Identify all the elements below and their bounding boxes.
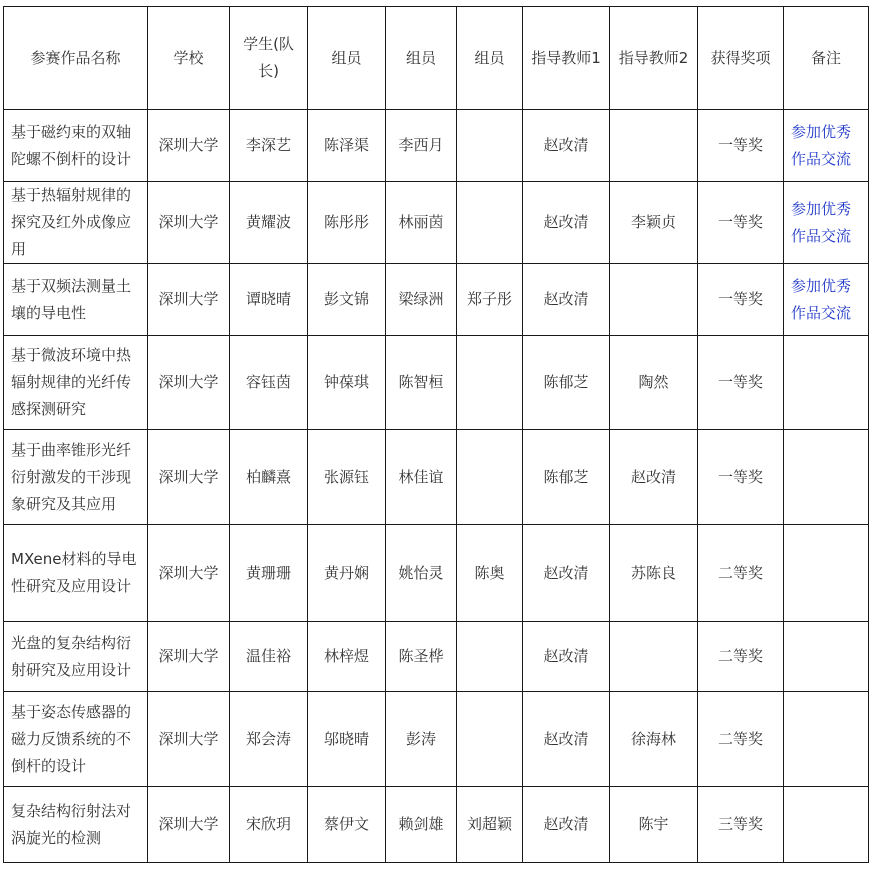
table-row [4,430,869,525]
table-row [4,525,869,622]
award-cell: 一等奖 [698,182,784,264]
member-cell [457,622,523,692]
member-cell: 邬晓晴 [308,692,386,787]
remark-cell: 参加优秀作品交流 [784,110,869,182]
remark-cell: 参加优秀作品交流 [784,182,869,264]
school-cell: 深圳大学 [148,787,230,863]
work-name-cell: 复杂结构衍射法对涡旋光的检测 [4,787,148,863]
remark-cell [784,336,869,430]
advisor-cell: 赵改清 [523,110,610,182]
member-cell: 陈彤彤 [308,182,386,264]
header-school: 学校 [148,7,230,110]
header-row [4,7,869,110]
award-cell: 二等奖 [698,525,784,622]
school-cell: 深圳大学 [148,110,230,182]
table-row [4,787,869,863]
leader-cell: 谭晓晴 [230,264,308,336]
advisor-cell: 陈郁芝 [523,336,610,430]
member-cell [457,692,523,787]
work-name-cell: 基于曲率锥形光纤衍射激发的干涉现象研究及其应用 [4,430,148,525]
advisor-cell: 赵改清 [523,622,610,692]
work-name-cell: 基于双频法测量土壤的导电性 [4,264,148,336]
award-cell: 二等奖 [698,692,784,787]
member-cell: 梁绿洲 [386,264,457,336]
table-row [4,622,869,692]
school-cell: 深圳大学 [148,182,230,264]
school-cell: 深圳大学 [148,430,230,525]
member-cell: 林佳谊 [386,430,457,525]
award-cell: 一等奖 [698,336,784,430]
leader-cell: 李深艺 [230,110,308,182]
table-row [4,336,869,430]
header-work-name: 参赛作品名称 [4,7,148,110]
advisor-cell [610,110,698,182]
advisor-cell: 陶然 [610,336,698,430]
advisor-cell: 赵改清 [523,264,610,336]
school-cell: 深圳大学 [148,692,230,787]
awards-table [3,6,869,863]
work-name-cell: 基于姿态传感器的磁力反馈系统的不倒杆的设计 [4,692,148,787]
header-advisor-2: 指导教师2 [610,7,698,110]
member-cell: 姚怡灵 [386,525,457,622]
advisor-cell: 陈郁芝 [523,430,610,525]
member-cell: 彭文锦 [308,264,386,336]
work-name-cell: MXene材料的导电性研究及应用设计 [4,525,148,622]
school-cell: 深圳大学 [148,525,230,622]
work-name-cell: 基于热辐射规律的探究及红外成像应用 [4,182,148,264]
member-cell: 赖剑雄 [386,787,457,863]
header-member: 组员 [386,7,457,110]
header-advisor-1: 指导教师1 [523,7,610,110]
member-cell [457,110,523,182]
leader-cell: 宋欣玥 [230,787,308,863]
table-row [4,182,869,264]
remark-cell [784,430,869,525]
header-student-leader: 学生(队长) [230,7,308,110]
advisor-cell: 赵改清 [523,787,610,863]
member-cell: 张源钰 [308,430,386,525]
member-cell: 蔡伊文 [308,787,386,863]
advisor-cell: 赵改清 [523,525,610,622]
school-cell: 深圳大学 [148,336,230,430]
award-cell: 一等奖 [698,430,784,525]
award-cell: 三等奖 [698,787,784,863]
member-cell: 林梓煜 [308,622,386,692]
member-cell: 林丽茵 [386,182,457,264]
member-cell: 陈圣桦 [386,622,457,692]
remark-cell [784,525,869,622]
work-name-cell: 基于微波环境中热辐射规律的光纤传感探测研究 [4,336,148,430]
member-cell: 钟葆琪 [308,336,386,430]
leader-cell: 郑会涛 [230,692,308,787]
member-cell: 刘超颖 [457,787,523,863]
member-cell [457,182,523,264]
advisor-cell: 陈宇 [610,787,698,863]
advisor-cell: 徐海林 [610,692,698,787]
header-remark: 备注 [784,7,869,110]
member-cell: 彭涛 [386,692,457,787]
school-cell: 深圳大学 [148,622,230,692]
work-name-cell: 光盘的复杂结构衍射研究及应用设计 [4,622,148,692]
member-cell [457,430,523,525]
advisor-cell: 赵改清 [610,430,698,525]
award-cell: 二等奖 [698,622,784,692]
advisor-cell [610,264,698,336]
award-cell: 一等奖 [698,110,784,182]
member-cell [457,336,523,430]
advisor-cell: 赵改清 [523,182,610,264]
work-name-cell: 基于磁约束的双轴陀螺不倒杆的设计 [4,110,148,182]
advisor-cell: 李颖贞 [610,182,698,264]
member-cell: 陈泽渠 [308,110,386,182]
advisor-cell: 苏陈良 [610,525,698,622]
member-cell: 黄丹娴 [308,525,386,622]
leader-cell: 黄珊珊 [230,525,308,622]
remark-cell: 参加优秀作品交流 [784,264,869,336]
remark-cell [784,692,869,787]
member-cell: 郑子彤 [457,264,523,336]
member-cell: 陈奥 [457,525,523,622]
table-row [4,110,869,182]
school-cell: 深圳大学 [148,264,230,336]
remark-cell [784,622,869,692]
award-cell: 一等奖 [698,264,784,336]
member-cell: 李西月 [386,110,457,182]
header-award: 获得奖项 [698,7,784,110]
advisor-cell [610,622,698,692]
table-row [4,264,869,336]
table-row [4,692,869,787]
remark-cell [784,787,869,863]
leader-cell: 容钰茵 [230,336,308,430]
leader-cell: 柏麟熹 [230,430,308,525]
member-cell: 陈智桓 [386,336,457,430]
advisor-cell: 赵改清 [523,692,610,787]
leader-cell: 黄耀波 [230,182,308,264]
header-member: 组员 [457,7,523,110]
leader-cell: 温佳裕 [230,622,308,692]
header-member: 组员 [308,7,386,110]
